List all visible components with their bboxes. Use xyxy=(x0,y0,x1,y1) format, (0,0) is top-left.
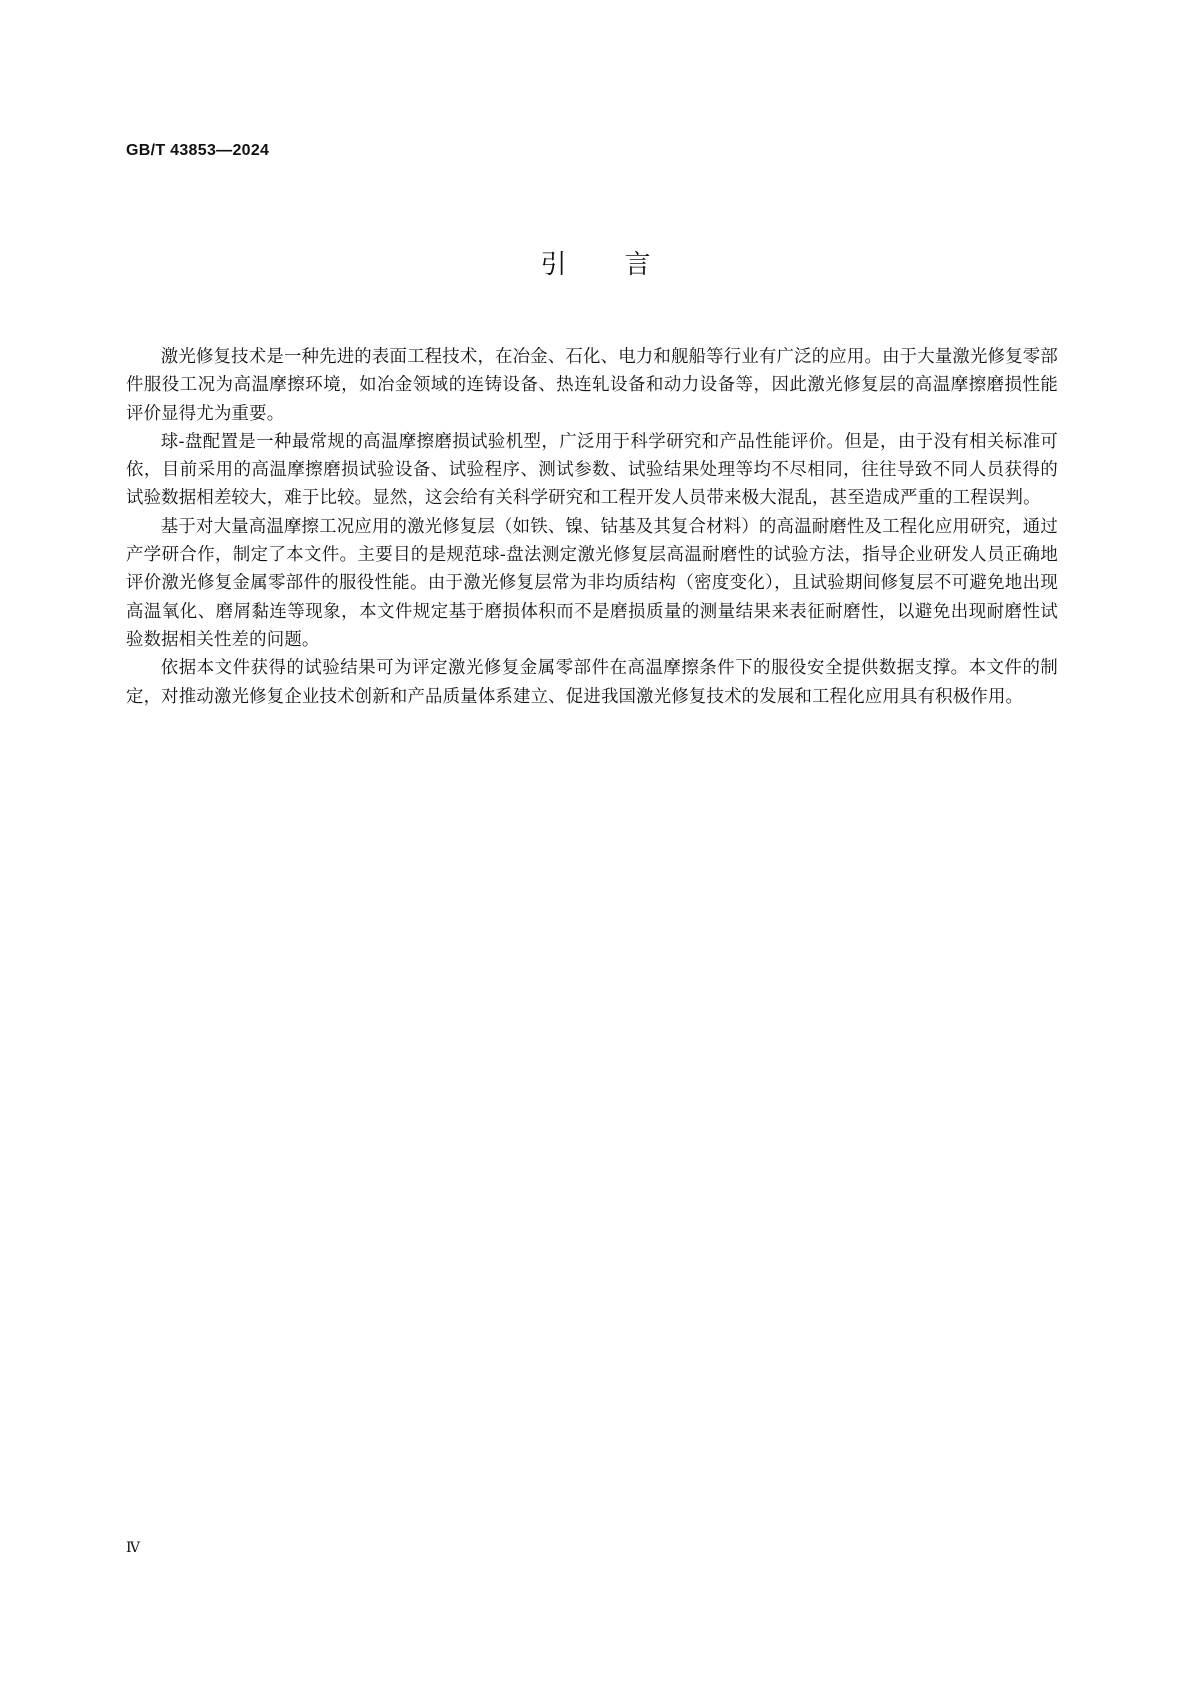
paragraph-2: 球-盘配置是一种最常规的高温摩擦磨损试验机型，广泛用于科学研究和产品性能评价。但是，由于没有相关标准可依，目前采用的高温摩擦磨损试验设备、试验程序、测试参数、试验结果处理等均不尽相同，往往导致不同人员获得的试验数据相差较大，难于比较。显然，这会给有关科学研究和工程开发人员带来极大混乱，甚至造成严重的工程误判。 xyxy=(126,431,1058,509)
section-title: 引言 xyxy=(540,250,709,280)
paragraph-3: 基于对大量高温摩擦工况应用的激光修复层（如铁、镍、钴基及其复合材料）的高温耐磨性及工程化应用研究，通过产学研合作，制定了本文件。主要目的是规范球-盘法测定激光修复层高温耐磨性的试验方法，指导企业研发人员正确地评价激光修复金属零部件的服役性能。由于激光修复层常为非均质结构（密度变化），且试验期间修复层不可避免地出现高温氧化、磨屑黏连等现象，本文件规定基于磨损体积而不是磨损质量的测量结果来表征耐磨性，以避免出现耐磨性试验数据相关性差的问题。 xyxy=(126,516,1058,650)
page-number: Ⅳ xyxy=(126,1541,140,1556)
body-text xyxy=(126,343,1058,711)
standard-code: GB/T 43853—2024 xyxy=(126,142,270,159)
paragraph-1: 激光修复技术是一种先进的表面工程技术，在冶金、石化、电力和舰船等行业有广泛的应用。由于大量激光修复零部件服役工况为高温摩擦环境，如冶金领域的连铸设备、热连轧设备和动力设备等，因此激光修复层的高温摩擦磨损性能评价显得尤为重要。 xyxy=(126,347,1058,424)
paragraph-4: 依据本文件获得的试验结果可为评定激光修复金属零部件在高温摩擦条件下的服役安全提供数据支撑。本文件的制定，对推动激光修复企业技术创新和产品质量体系建立、促进我国激光修复技术的发展和工程化应用具有积极作用。 xyxy=(126,658,1058,707)
